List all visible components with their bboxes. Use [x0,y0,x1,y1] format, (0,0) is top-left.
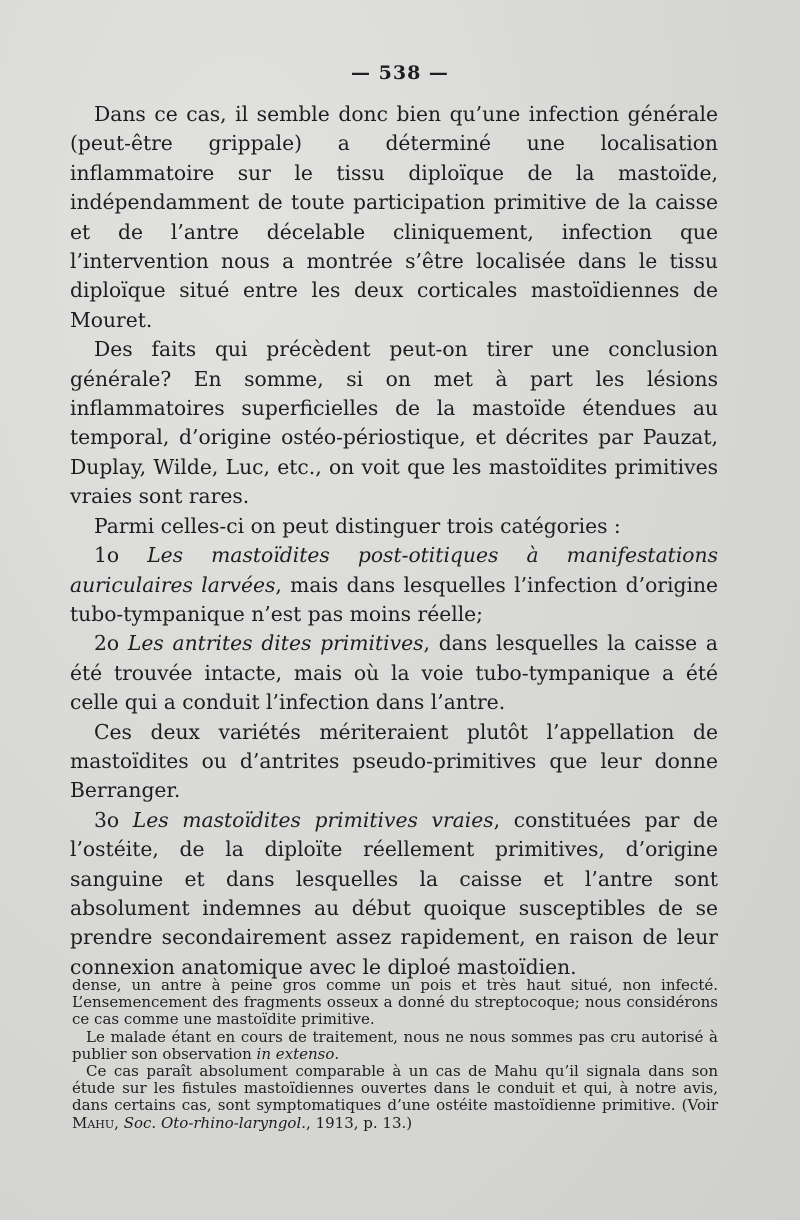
footnote-2 [72,1029,718,1063]
category-2-text: , dans lesquelles la caisse a été trouvée intacte, mais où la voie tubo-tympanique a été celle qui a conduit l’infection dans l’antre. [70,631,719,715]
footnotes [72,977,718,1132]
footnote-3-author: Mahu [72,1113,115,1132]
category-3-title: Les mastoïdites primitives vraies [132,807,494,832]
footnote-3-journal: Soc. Oto-rhino-laryngol. [123,1113,307,1132]
footnote-3-end: , 1913, p. 13.) [306,1113,413,1132]
category-1-text: , mais dans lesquelles l’infection d’origine tubo-tympanique n’est pas moins réelle; [70,572,719,626]
category-2-title: Les antrites dites primitives [127,631,424,656]
category-3-number: 3o [94,807,120,832]
paragraph-6: Ces deux variétés mériteraient plutôt l’appellation de mastoïdites ou d’antrites pseudo-primitives que leur donne Berranger. [70,719,718,803]
footnote-3-sep: , [114,1113,124,1132]
paragraph-3: Parmi celles-ci on peut distinguer trois catégories : [94,513,621,538]
category-1 [70,541,718,629]
paragraph-2: Des faits qui précèdent peut-on tirer une conclusion générale? En somme, si on met à part les lésions inflammatoires superficielles de la mastoïde étendues au temporal, d’origine ostéo-périostique, et décrites par Pauzat, Duplay, Wilde, Luc, etc., on voit que les mastoïdites primitives vraies sont rares. [70,337,718,509]
footnote-3 [72,1063,718,1132]
page-number: — 538 — [351,62,449,84]
paragraph-1: Dans ce cas, il semble donc bien qu’une infection générale (peut-être grippale) a déterminé une localisation inflammatoire sur le tissu diploïque de la mastoïde, indépendamment de toute participation primitive de la caisse et de l’antre décelable cliniquement, infection que l’intervention nous a montrée s’être localisée dans le tissu diploïque situé entre les deux corticales mastoïdiennes de Mouret. [70,102,718,332]
category-1-number: 1o [94,543,120,568]
main-text [70,100,718,982]
footnote-3-text: Ce cas paraît absolument comparable à un cas de Mahu qu’il signala dans son étude sur les fistules mastoïdiennes ouvertes dans le conduit et qui, à notre avis, dans certains cas, sont symptomatiques d’une ostéite mastoïdienne primitive. (Voir [72,1062,718,1115]
category-2 [70,629,718,717]
category-2-number: 2o [94,631,120,656]
footnote-2-end: . [334,1044,340,1063]
footnote-2-italic: in extenso [256,1044,335,1063]
category-3 [70,806,718,982]
footnote-1: dense, un antre à peine gros comme un pois et très haut situé, non infecté. L’ensemencement des fragments osseux a donné du streptocoque; nous considérons ce cas comme une mastoïdite primitive. [72,976,718,1029]
category-3-text: , constituées par de l’ostéite, de la diploïte réellement primitives, d’origine sanguine et dans lesquelles la caisse et l’antre sont absolument indemnes au début quoique susceptibles de se prendre secondairement assez rapidement, en raison de leur connexion anatomique avec le diploé mastoïdien. [70,807,719,979]
category-1-title: Les mastoïdites post-otitiques à manifestations auriculaires larvées [70,543,718,597]
footnote-2-text: Le malade étant en cours de traitement, nous ne nous sommes pas cru autorisé à publier son observation [72,1027,718,1063]
